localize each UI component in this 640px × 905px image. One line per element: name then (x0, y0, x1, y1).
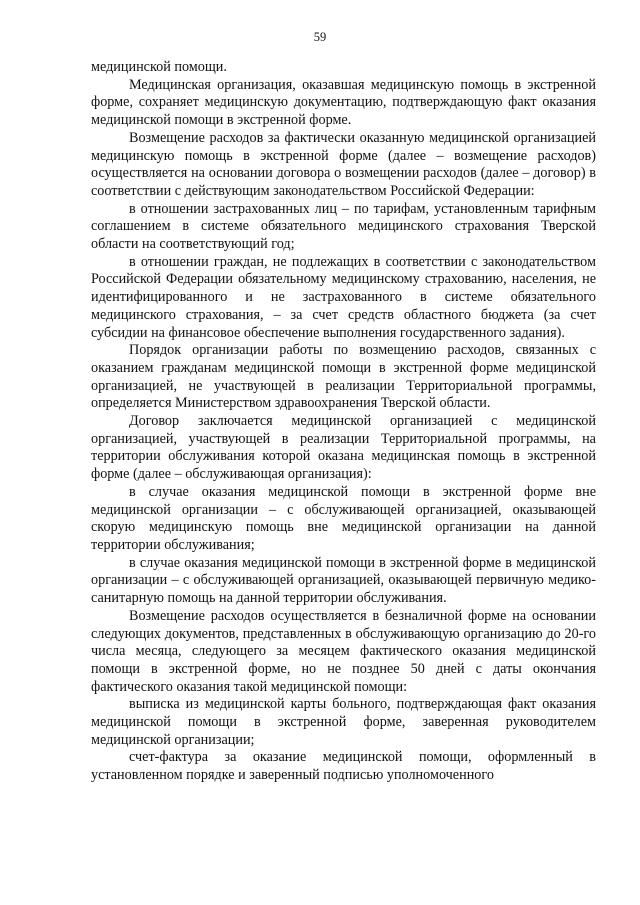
page-number: 59 (313, 30, 327, 44)
paragraph: Возмещение расходов за фактически оказанную медицинской организацией медицинскую помощь в экстренной форме (далее – возмещение расходов) осуществляется на основании договора о возмещении расходов (далее – договор) в соответствии с действующим законодательством Российской Федерации: (91, 129, 596, 199)
paragraph: в отношении граждан, не подлежащих в соответствии с законодательством Российской Федерации обязательному медицинскому страхованию, населения, не идентифицированного и не застрахованного в системе обязательного медицинского страхования, – за счет средств областного бюджета (за счет субсидии на финансовое обеспечение выполнения государственного задания). (91, 253, 596, 341)
paragraph: Порядок организации работы по возмещению расходов, связанных с оказанием гражданам медицинской помощи в экстренной форме медицинской организацией, не участвующей в реализации Территориальной программы, определяется Министерством здравоохранения Тверской области. (91, 342, 596, 412)
paragraph: выписка из медицинской карты больного, подтверждающая факт оказания медицинской помощи в экстренной форме, заверенная руководителем медицинской организации; (91, 696, 596, 748)
paragraph: Возмещение расходов осуществляется в безналичной форме на основании следующих документов, представленных в обслуживающую организацию до 20-го числа месяца, следующего за месяцем фактического оказания медицинской помощи в экстренной форме, но не позднее 50 дней с даты окончания фактического оказания такой медицинской помощи: (91, 607, 596, 695)
paragraph: Медицинская организация, оказавшая медицинскую помощь в экстренной форме, сохраняет медицинскую документацию, подтверждающую факт оказания медицинской помощи в экстренной форме. (91, 76, 596, 129)
paragraph: в отношении застрахованных лиц – по тарифам, установленным тарифным соглашением в системе обязательного медицинского страхования Тверской области на соответствующий год; (91, 200, 596, 253)
paragraph: Договор заключается медицинской организацией с медицинской организацией, участвующей в реализации Территориальной программы, на территории обслуживания которой оказана медицинская помощь в экстренной форме (далее – обслуживающая организация): (91, 413, 596, 483)
paragraph: в случае оказания медицинской помощи в экстренной форме вне медицинской организации – с обслуживающей организацией, оказывающей скорую медицинскую помощь вне медицинской организации на данной территории обслуживания; (91, 483, 596, 553)
body-text (91, 59, 596, 785)
paragraph: медицинской помощи. (91, 59, 227, 75)
paragraph: счет-фактура за оказание медицинской помощи, оформленный в установленном порядке и заверенный подписью уполномоченного (91, 749, 596, 784)
paragraph: в случае оказания медицинской помощи в экстренной форме в медицинской организации – с обслуживающей организацией, оказывающей первичную медико-санитарную помощь на данной территории обслуживания. (91, 554, 596, 607)
